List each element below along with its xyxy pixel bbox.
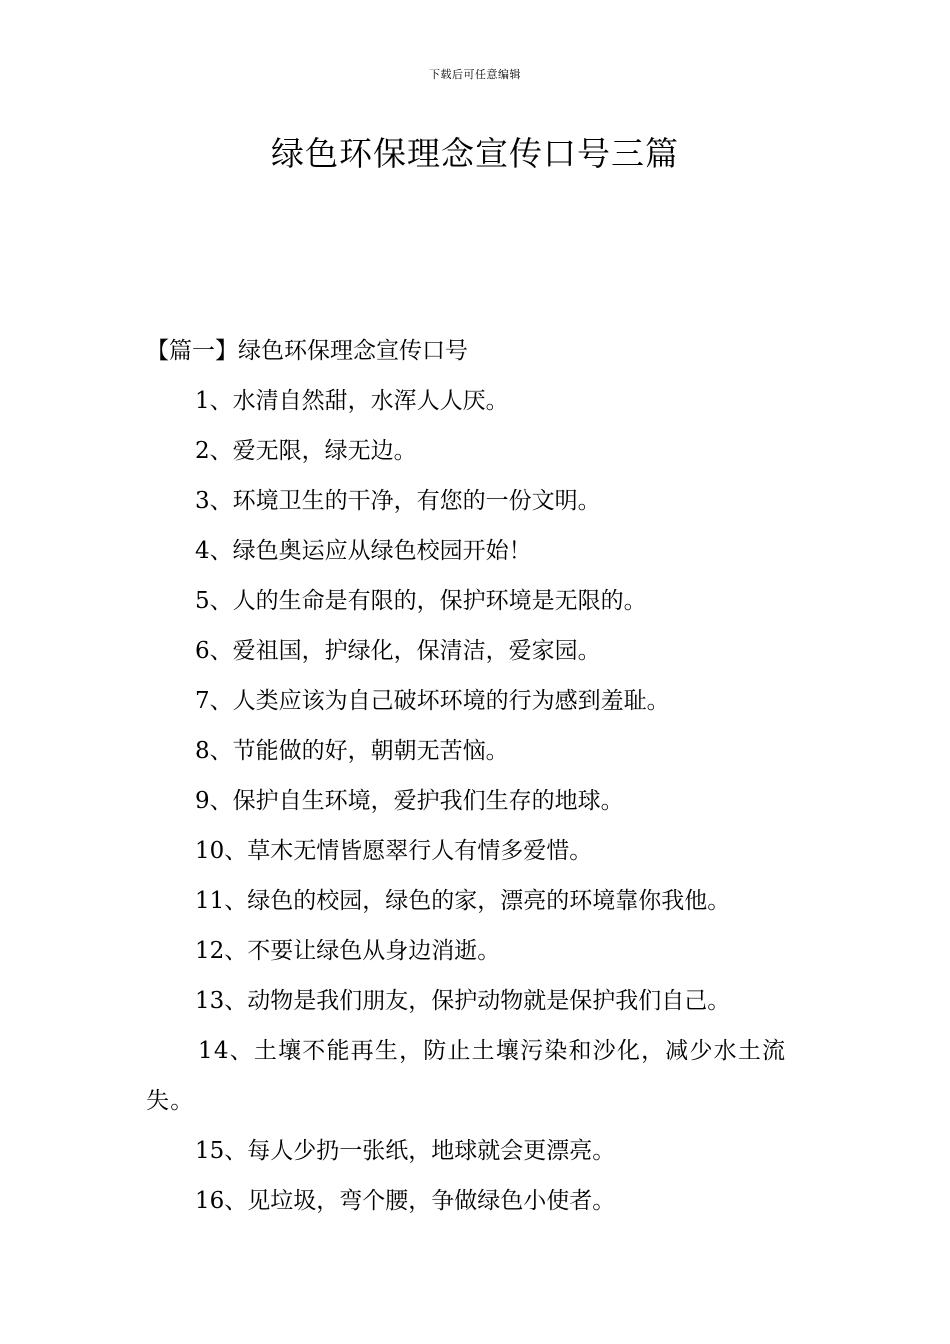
document-body (146, 326, 816, 1226)
slogan-item: 10、草木无情皆愿翠行人有情多爱惜。 (195, 838, 593, 864)
slogan-item: 14、土壤不能再生，防止土壤污染和沙化，减少水土流失。 (146, 1038, 787, 1114)
slogan-item: 5、人的生命是有限的，保护环境是无限的。 (195, 588, 647, 614)
slogan-item: 11、绿色的校园，绿色的家，漂亮的环境靠你我他。 (195, 888, 731, 914)
slogan-item: 12、不要让绿色从身边消逝。 (195, 938, 501, 964)
section-heading: 【篇一】绿色环保理念宣传口号 (146, 338, 468, 364)
slogan-item: 1、水清自然甜，水浑人人厌。 (195, 388, 509, 414)
slogan-item: 2、爱无限，绿无边。 (195, 438, 417, 464)
slogan-item: 13、动物是我们朋友，保护动物就是保护我们自己。 (195, 988, 731, 1014)
header-note: 下载后可任意编辑 (429, 68, 521, 81)
document-title: 绿色环保理念宣传口号三篇 (271, 134, 679, 173)
slogan-item: 6、爱祖国，护绿化，保清洁，爱家园。 (195, 638, 601, 664)
slogan-item: 15、每人少扔一张纸，地球就会更漂亮。 (195, 1138, 616, 1164)
slogan-item: 8、节能做的好，朝朝无苦恼。 (195, 738, 509, 764)
slogan-item: 7、人类应该为自己破坏环境的行为感到羞耻。 (195, 688, 670, 714)
slogan-item: 9、保护自生环境，爱护我们生存的地球。 (195, 788, 624, 814)
slogan-item: 3、环境卫生的干净，有您的一份文明。 (195, 488, 601, 514)
slogan-item: 4、绿色奥运应从绿色校园开始！ (195, 538, 532, 564)
slogan-item: 16、见垃圾，弯个腰，争做绿色小使者。 (195, 1188, 616, 1214)
